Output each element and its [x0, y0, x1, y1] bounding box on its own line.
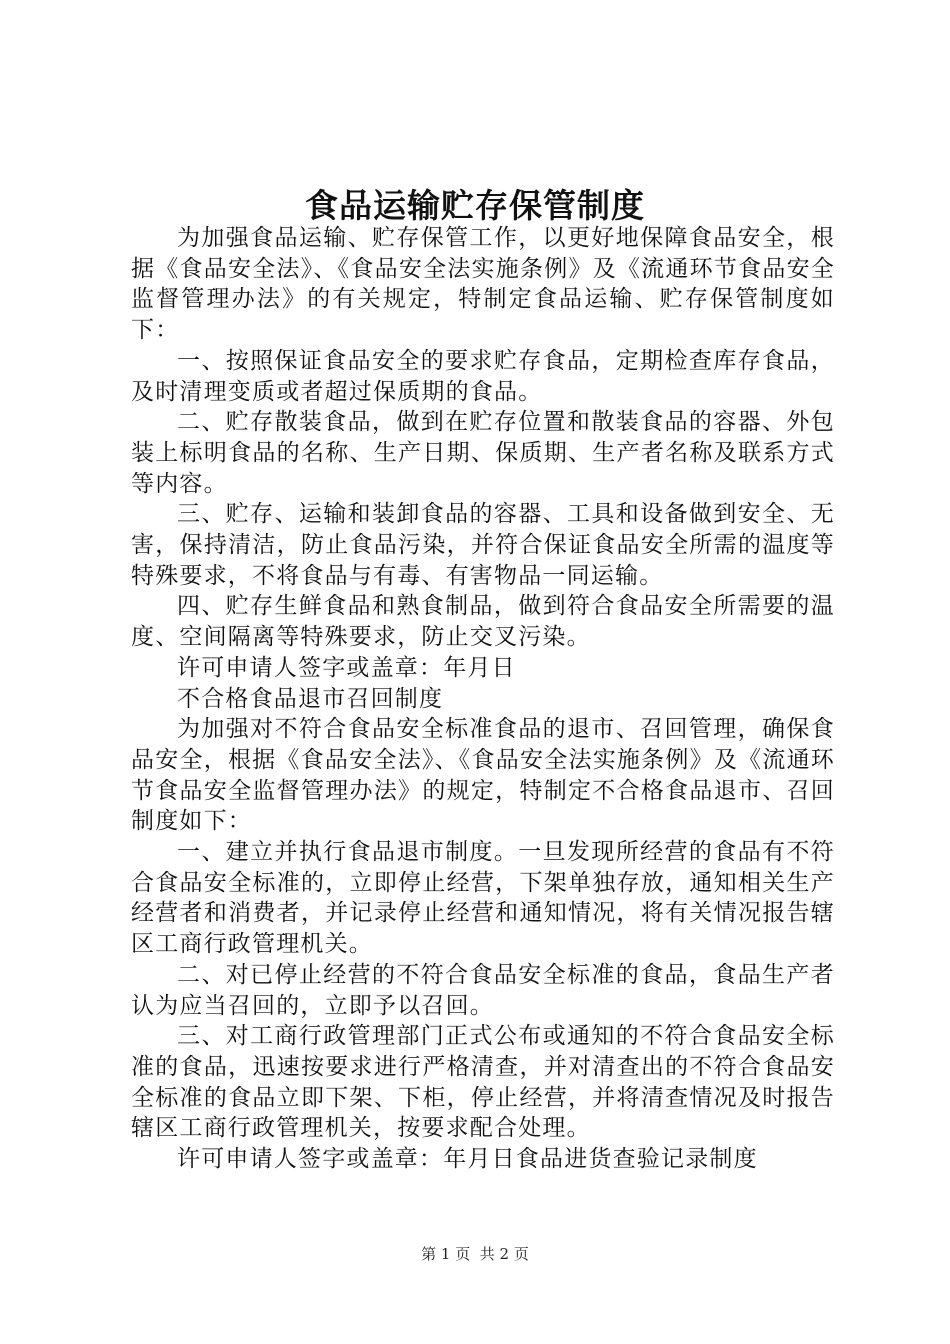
rule-paragraph-1: 一、按照保证食品安全的要求贮存食品，定期检查库存食品，及时清理变质或者超过保质期的食品。 [131, 347, 835, 405]
page-number-footer: 第 1 页 共 2 页 [421, 1245, 529, 1263]
rule-paragraph-3: 三、贮存、运输和装卸食品的容器、工具和设备做到安全、无害，保持清洁，防止食品污染，并符合保证食品安全所需的温度等特殊要求，不将食品与有毒、有害物品一同运输。 [131, 501, 835, 589]
rule-paragraph-4: 四、贮存生鲜食品和熟食制品，做到符合食品安全所需要的温度、空间隔离等特殊要求，防止交叉污染。 [131, 593, 835, 651]
intro-paragraph: 为加强食品运输、贮存保管工作，以更好地保障食品安全，根据《食品安全法》、《食品安全法实施条例》及《流通环节食品安全监督管理办法》的有关规定，特制定食品运输、贮存保管制度如下： [131, 225, 835, 344]
recall-rule-paragraph-1: 一、建立并执行食品退市制度。一旦发现所经营的食品有不符合食品安全标准的，立即停止经营，下架单独存放，通知相关生产经营者和消费者，并记录停止经营和通知情况，将有关情况报告辖区工商行政管理机关。 [131, 839, 835, 958]
document-body [131, 223, 835, 1175]
recall-intro-paragraph: 为加强对不符合食品安全标准食品的退市、召回管理，确保食品安全，根据《食品安全法》、《食品安全法实施条例》及《流通环节食品安全监督管理办法》的规定，特制定不合格食品退市、召回制度如下： [131, 716, 835, 835]
signature-line-2: 许可申请人签字或盖章：年月日食品进货查验记录制度 [177, 1146, 758, 1173]
recall-rule-paragraph-2: 二、对已停止经营的不符合食品安全标准的食品，食品生产者认为应当召回的，立即予以召回。 [131, 961, 835, 1019]
signature-line: 许可申请人签字或盖章：年月日 [177, 654, 516, 681]
rule-paragraph-2: 二、贮存散装食品，做到在贮存位置和散装食品的容器、外包装上标明食品的名称、生产日期、保质期、生产者名称及联系方式等内容。 [131, 409, 835, 497]
section-heading-recall: 不合格食品退市召回制度 [177, 685, 444, 712]
document-title: 食品运输贮存保管制度 [305, 186, 645, 225]
recall-rule-paragraph-3: 三、对工商行政管理部门正式公布或通知的不符合食品安全标准的食品，迅速按要求进行严格清查，并对清查出的不符合食品安全标准的食品立即下架、下柜，停止经营，并将清查情况及时报告辖区工商行政管理机关，按要求配合处理。 [131, 1023, 835, 1142]
